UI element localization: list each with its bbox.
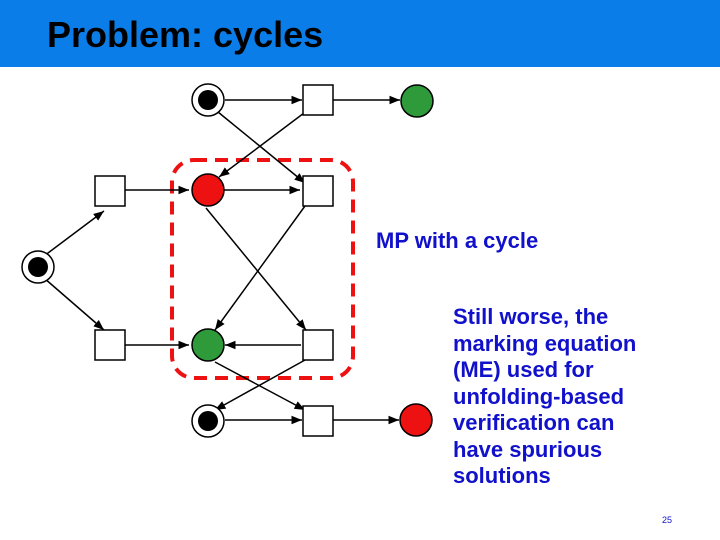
transition-box [303,330,333,360]
marked-places [22,84,224,437]
token-dot [198,90,218,110]
red-place [192,174,224,206]
note-line: have spurious [453,436,603,462]
transition-box [303,406,333,436]
note-line: solutions [453,463,551,488]
note-line: verification can [453,410,615,435]
arc [44,278,104,330]
token-dot [28,257,48,277]
transitions [95,85,333,436]
note-line: unfolding-based [453,383,625,409]
note-text [453,304,713,490]
transition-box [95,330,125,360]
red-place [400,404,432,436]
note-line: (ME) used for [453,357,594,382]
green-place [192,329,224,361]
note-line: Still worse, the [453,304,609,329]
arc [44,211,104,256]
page-number: 25 [662,515,673,525]
token-dot [198,411,218,431]
note-line: marking equation [453,330,637,356]
marked-place [192,84,224,116]
marked-place [192,405,224,437]
slide-title: Problem: cycles [47,14,324,55]
transition-box [303,176,333,206]
cycle-caption: MP with a cycle [376,228,539,253]
green-place [401,85,433,117]
marked-place [22,251,54,283]
transition-box [95,176,125,206]
transition-box [303,85,333,115]
